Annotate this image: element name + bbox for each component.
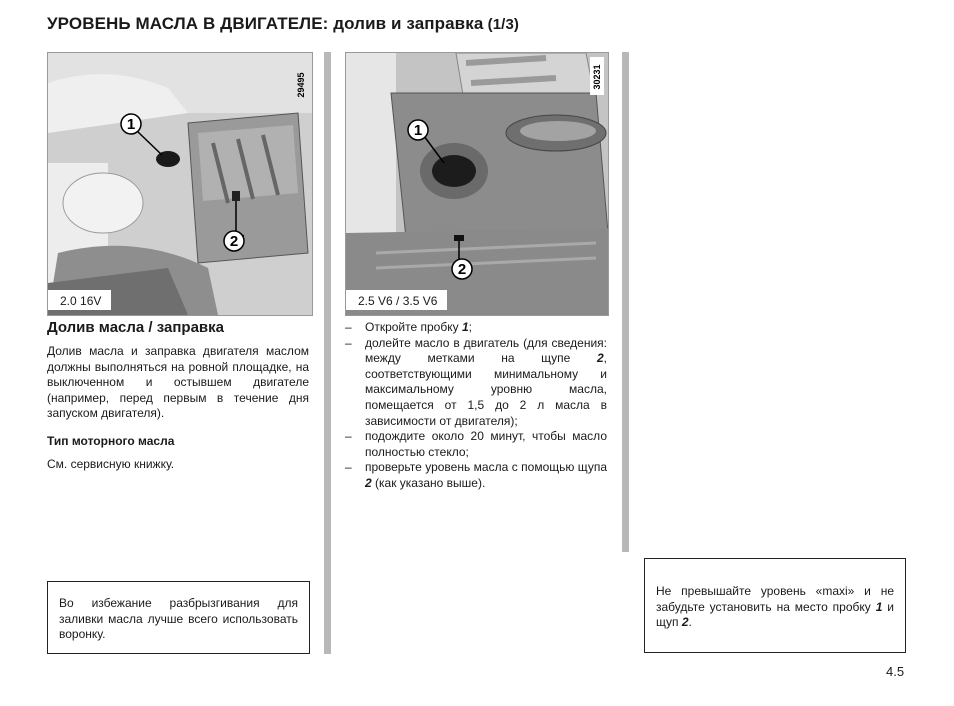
step-dash: – bbox=[345, 320, 352, 334]
step-text: проверьте уровень масла с помощью щупа bbox=[365, 460, 607, 475]
refill-steps-list bbox=[345, 320, 607, 492]
step-ref: 1 bbox=[461, 320, 469, 334]
step-item bbox=[345, 460, 607, 491]
note-text: и щуп bbox=[656, 599, 894, 630]
note-text: . bbox=[688, 615, 692, 630]
page-title-main: УРОВЕНЬ МАСЛА В ДВИГАТЕЛЕ: долив и заправка bbox=[47, 14, 484, 33]
step-text: (как указано выше). bbox=[371, 475, 486, 490]
oil-type-text: См. сервисную книжку. bbox=[47, 457, 175, 471]
engine-photo-v6 bbox=[345, 52, 609, 316]
note-text: Не превышайте уровень «maxi» и не забудьте установить на место пробку bbox=[656, 584, 894, 614]
callout-1-right: 1 bbox=[413, 122, 423, 139]
note-ref: 1 bbox=[875, 599, 883, 614]
callout-1-left: 1 bbox=[126, 116, 136, 133]
engine-illustration-left bbox=[48, 53, 312, 315]
figure-ref-right: 30231 bbox=[592, 64, 602, 90]
step-ref: 2 bbox=[596, 351, 604, 366]
callout-2-right: 2 bbox=[457, 261, 467, 278]
note-funnel-text: Во избежание разбрызгивания для заливки масла лучше всего использовать воронку. bbox=[59, 596, 298, 642]
callout-2-left: 2 bbox=[229, 233, 239, 250]
step-dash: – bbox=[345, 460, 352, 475]
column-divider-left bbox=[324, 52, 331, 654]
step-text: Откройте пробку bbox=[365, 320, 462, 334]
page-title-sub: (1/3) bbox=[483, 16, 519, 33]
figure-ref-left: 29495 bbox=[296, 72, 306, 98]
section-intro: Долив масла и заправка двигателя маслом должны выполняться на ровной площадке, на выключенном и остывшем двигателе (например, перед первым в течение дня запуском двигателя). bbox=[47, 344, 309, 421]
step-text: подождите около 20 минут, чтобы масло полностью стекло; bbox=[365, 429, 607, 459]
page-number: 4.5 bbox=[886, 664, 905, 679]
step-text: долейте масло в двигатель (для сведения: между метками на щупе bbox=[365, 335, 607, 366]
engine-photo-2-0-16v bbox=[47, 52, 313, 316]
figure-caption-right: 2.5 V6 / 3.5 V6 bbox=[346, 290, 447, 310]
note-funnel bbox=[47, 581, 310, 654]
figure-caption-left: 2.0 16V bbox=[48, 290, 111, 310]
page-title bbox=[47, 14, 519, 34]
step-item bbox=[345, 336, 607, 430]
note-max-level bbox=[644, 558, 906, 653]
step-ref: 2 bbox=[365, 475, 372, 490]
column-divider-right bbox=[622, 52, 629, 552]
engine-illustration-right bbox=[346, 53, 608, 315]
section-heading: Долив масла / заправка bbox=[47, 319, 224, 336]
step-dash: – bbox=[345, 429, 352, 444]
step-dash: – bbox=[345, 335, 352, 350]
step-item bbox=[345, 320, 607, 336]
note-ref: 2 bbox=[681, 615, 689, 630]
oil-type-heading: Тип моторного масла bbox=[47, 434, 175, 448]
step-text: ; bbox=[468, 320, 472, 334]
step-text: , соответствующими минимальному и максимальному уровню масла, помещается от 1,5 до 2 л масла в зависимости от двигателя); bbox=[365, 351, 607, 428]
step-item bbox=[345, 429, 607, 460]
